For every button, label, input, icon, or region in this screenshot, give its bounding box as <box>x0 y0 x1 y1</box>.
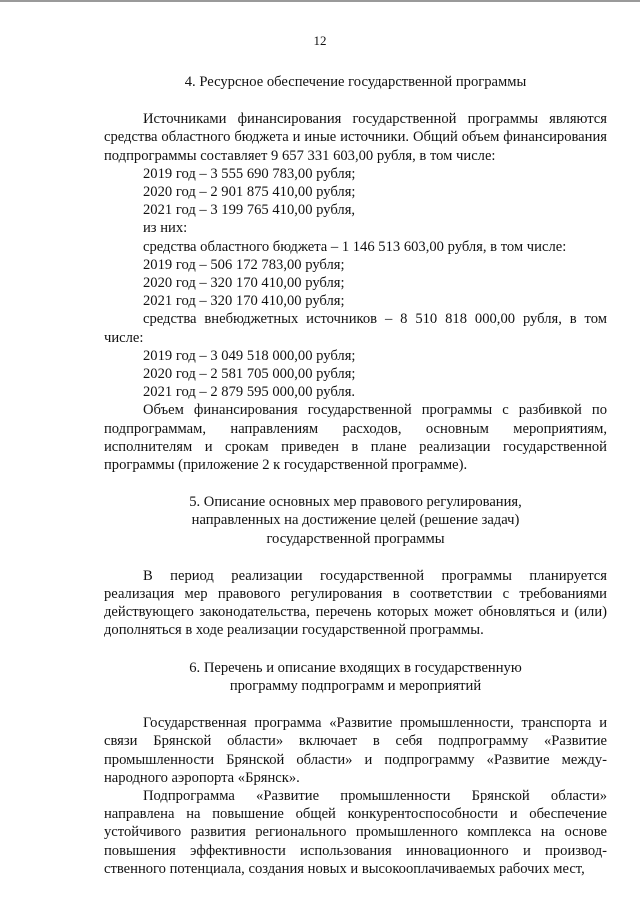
section-6-heading-line-1: 6. Перечень и описание входящих в государственную <box>189 659 522 676</box>
section-5-heading-line-2: направленных на достижение целей (решение задач) <box>191 512 520 529</box>
extra-year-2021: 2021 год – 2 879 595 000,00 рубля. <box>143 384 356 401</box>
scan-top-edge <box>0 0 640 2</box>
total-year-2021: 2021 год – 3 199 765 410,00 рубля, <box>143 202 356 219</box>
section-5-heading-line-1: 5. Описание основных мер правового регулирования, <box>189 494 522 511</box>
section-6-heading-line-2: программу подпрограмм и мероприятий <box>229 677 482 694</box>
total-year-2020: 2020 год – 2 901 875 410,00 рубля; <box>143 184 356 201</box>
regional-year-2021: 2021 год – 320 170 410,00 рубля; <box>143 293 345 310</box>
regional-budget-total: средства областного бюджета – 1 146 513 603,00 рубля, в том числе: <box>143 238 567 255</box>
section-5-heading-line-3: государственной программы <box>266 530 445 547</box>
section-6-paragraph-1: Государственная программа «Развитие промышленности, транспорта и связи Брянской области» включает в себя подпрограмму «Развитие промышленности Брянской области» и подпрограмму «Развитие между-народного аэропорта «Брянск». <box>104 715 607 786</box>
section-5-text: В период реализации государственной программы планируется реализация мер правового регулирования в соответствии с требованиями действующего законодательства, перечень которых может обновляться и (или) дополняться в ходе реализации государственной программы. <box>104 567 607 639</box>
section-4-heading: 4. Ресурсное обеспечение государственной программы <box>184 74 527 90</box>
section-4-closing: Объем финансирования государственной программы с разбивкой по подпрограммам, направлениям расходов, основным мероприятиям, исполнителям и срокам приведен в плане реализации государственной программы (приложение 2 к государственной программе). <box>104 402 607 474</box>
of-them-label: из них: <box>143 220 188 237</box>
regional-year-2020: 2020 год – 320 170 410,00 рубля; <box>143 275 345 292</box>
regional-year-2019: 2019 год – 506 172 783,00 рубля; <box>143 256 345 273</box>
total-year-2019: 2019 год – 3 555 690 783,00 рубля; <box>143 165 356 182</box>
extra-year-2020: 2020 год – 2 581 705 000,00 рубля; <box>143 366 356 383</box>
extra-year-2019: 2019 год – 3 049 518 000,00 рубля; <box>143 347 356 364</box>
page-number: 12 <box>313 33 327 48</box>
document-body <box>104 73 607 878</box>
extra-budget-total: средства внебюджетных источников – 8 510 818 000,00 рубля, в том числе: <box>104 311 607 346</box>
section-4-intro: Источниками финансирования государственной программы являются средства областного бюджета и иные источники. Общий объем финансирования подпрограммы составляет 9 657 331 603,00 рубля, в том числе: <box>104 111 607 164</box>
section-6-paragraph-2: Подпрограмма «Развитие промышленности Брянской области» направлена на повышение общей конкурентоспособности и обеспечение устойчивого развития регионального промышленного комплекса на основе повышения эффективности использования инновационного и производ-ственного потенциала, создания новых и высокооплачиваемых рабочих мест, <box>104 787 607 877</box>
